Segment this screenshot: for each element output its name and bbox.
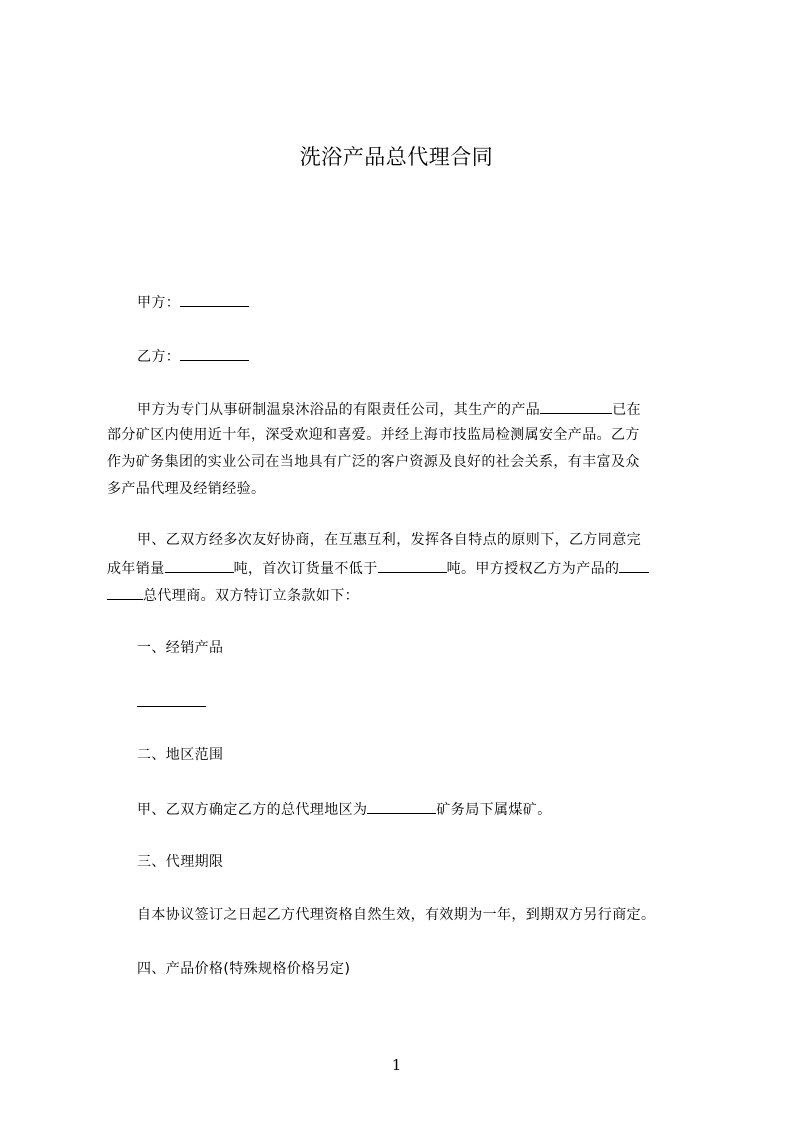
intro-line-2: 部分矿区内使用近十年，深受欢迎和喜爱。并经上海市技监局检测属安全产品。乙方: [107, 427, 640, 443]
party-b-label: 乙方：: [137, 349, 181, 365]
party-a-line: [137, 292, 249, 312]
page-number: 1: [391, 1056, 402, 1074]
section-4-heading: 四、产品价格(特殊规格价格另定): [137, 961, 351, 977]
intro-line-4: 多产品代理及经销经验。: [107, 481, 266, 497]
product-name-blank: [540, 399, 612, 414]
first-order-blank: [378, 558, 447, 573]
annual-sales-blank: [165, 558, 234, 573]
section-1-heading: 一、经销产品: [137, 640, 224, 656]
territory-blank: [367, 799, 436, 814]
party-a-label: 甲方：: [137, 295, 181, 311]
annual-sales-label: 成年销量: [107, 561, 165, 577]
product-list-blank: [137, 692, 206, 707]
intro-line-1-text: 甲方为专门从事研制温泉沐浴品的有限责任公司，其生产的产品: [137, 402, 541, 418]
agreement-line-3: [107, 585, 359, 605]
section-2-content: [137, 799, 552, 819]
agency-region-blank-1: [619, 558, 649, 573]
party-a-blank: [180, 292, 249, 307]
agency-region-blank-2: [107, 585, 143, 600]
party-b-line: [137, 346, 249, 366]
section-1-content: [137, 692, 206, 712]
party-b-blank: [180, 346, 249, 361]
section-3-heading: 三、代理期限: [137, 854, 224, 870]
territory-end: 矿务局下属煤矿。: [436, 802, 552, 818]
intro-line-1-end: 已在: [612, 402, 642, 418]
authorization-label: 吨。甲方授权乙方为产品的: [446, 561, 620, 577]
intro-line-1: [137, 399, 641, 419]
section-3-content: 自本协议签订之日起乙方代理资格自然生效，有效期为一年，到期双方另行商定。: [137, 907, 656, 923]
first-order-label: 吨，首次订货量不低于: [233, 561, 378, 577]
agreement-line-3-text: 总代理商。双方特订立条款如下：: [143, 588, 359, 604]
agreement-line-2: [107, 558, 649, 578]
intro-line-3: 作为矿务集团的实业公司在当地具有广泛的客户资源及良好的社会关系，有丰富及众: [107, 454, 640, 470]
document-title: 洗浴产品总代理合同: [299, 145, 494, 169]
section-2-heading: 二、地区范围: [137, 747, 224, 763]
agreement-line-1: 甲、乙双方经多次友好协商，在互惠互利，发挥各自特点的原则下，乙方同意完: [137, 532, 641, 548]
territory-text: 甲、乙双方确定乙方的总代理地区为: [137, 802, 368, 818]
